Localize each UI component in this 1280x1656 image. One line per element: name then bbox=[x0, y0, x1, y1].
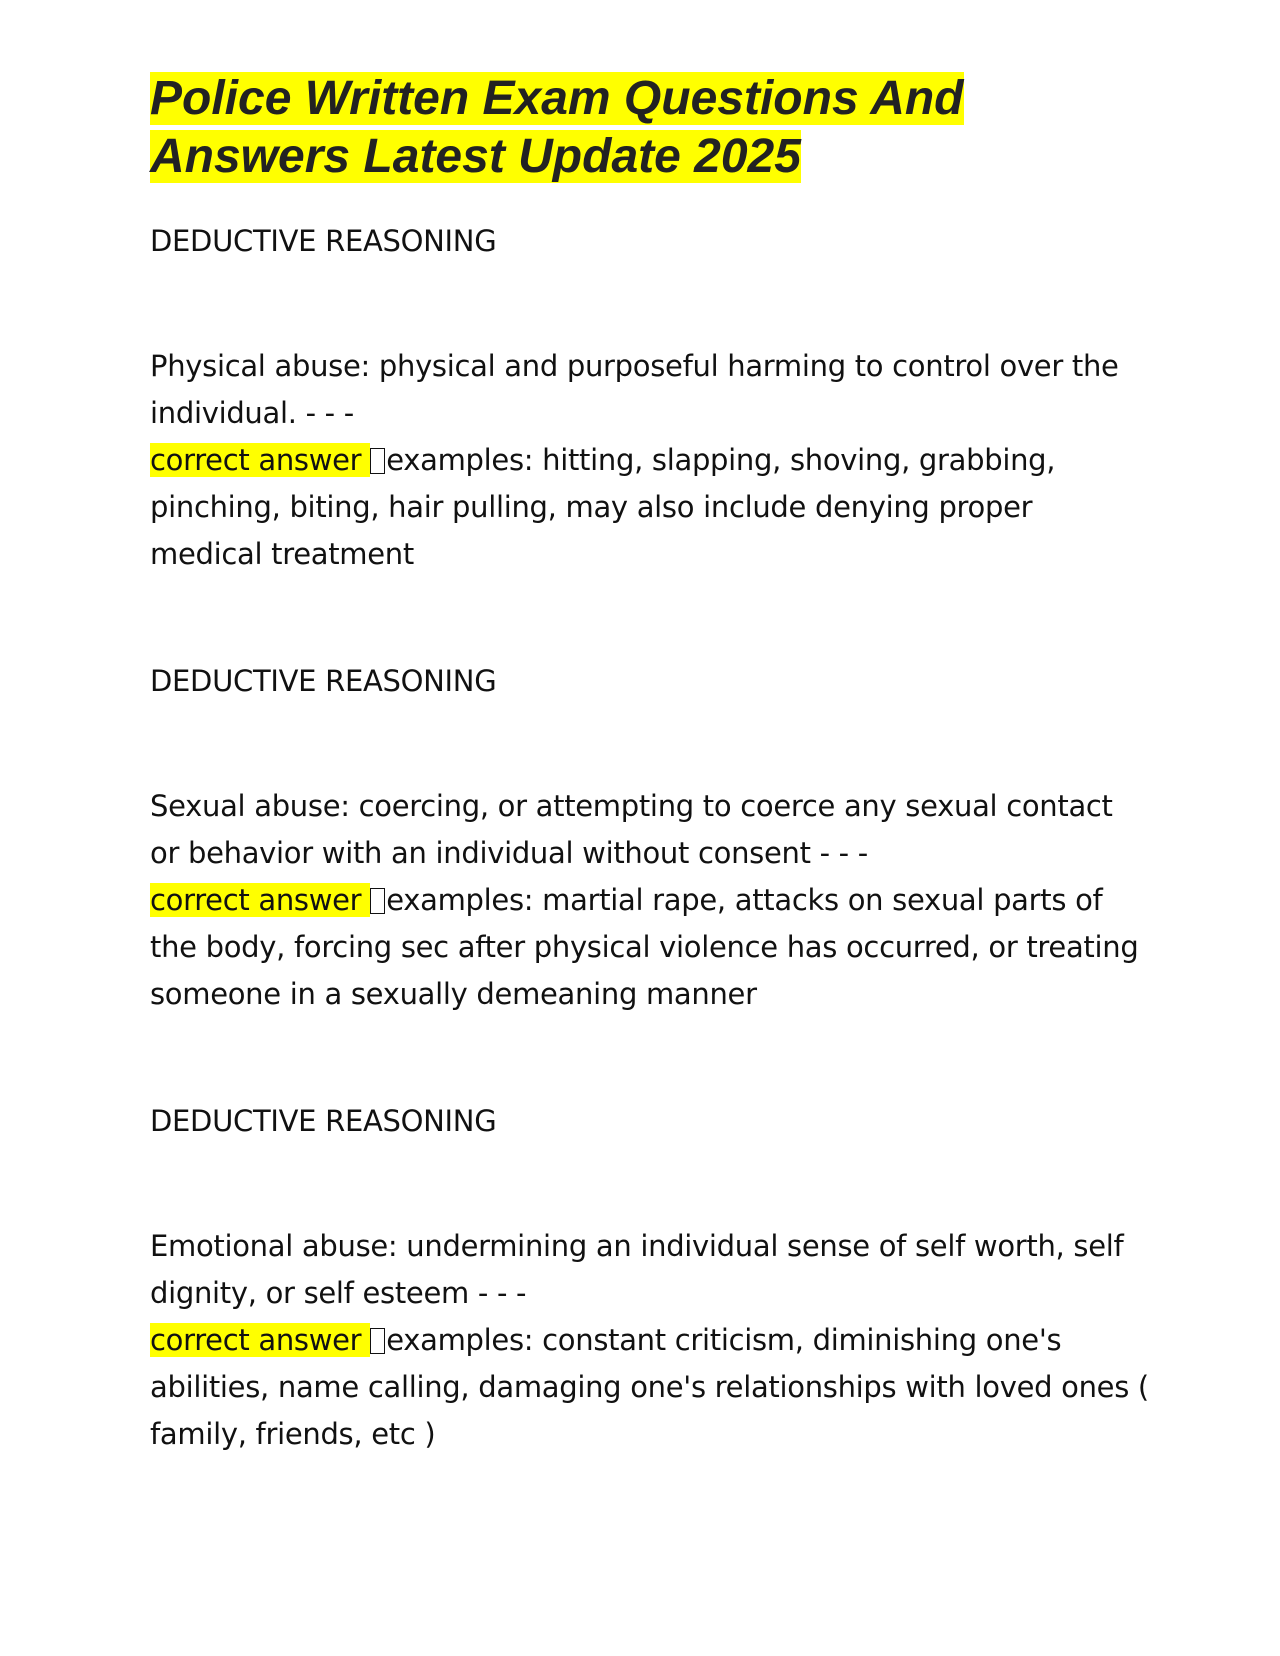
answer-label-2: correct answer bbox=[150, 883, 371, 917]
document-title-text: Police Written Exam Questions And Answers Latest Update 2025 bbox=[150, 72, 964, 183]
answer-text-1: examples: hitting, slapping, shoving, grabbing, pinching, biting, hair pulling, may also include denying proper medical treatment bbox=[150, 443, 1056, 571]
answer-3 bbox=[150, 1317, 1150, 1458]
answer-text-3: examples: constant criticism, diminishing one's abilities, name calling, damaging one's relationships with loved ones ( family, friends, etc ) bbox=[150, 1323, 1149, 1451]
answer-1 bbox=[150, 437, 1150, 578]
answer-2 bbox=[150, 877, 1150, 1018]
answer-label-1: correct answer bbox=[150, 443, 371, 477]
section-heading-2: DEDUCTIVE REASONING bbox=[150, 664, 497, 698]
missing-glyph-box-icon bbox=[370, 448, 385, 474]
answer-text-2: examples: martial rape, attacks on sexual parts of the body, forcing sec after physical violence has occurred, or treating someone in a sexually demeaning manner bbox=[150, 883, 1139, 1011]
section-heading-3: DEDUCTIVE REASONING bbox=[150, 1104, 497, 1138]
missing-glyph-box-icon bbox=[370, 1328, 385, 1354]
document-page bbox=[150, 70, 1150, 1458]
answer-label-3: correct answer bbox=[150, 1323, 371, 1357]
missing-glyph-box-icon bbox=[370, 888, 385, 914]
question-2: Sexual abuse: coercing, or attempting to coerce any sexual contact or behavior with an individual without consent - - - bbox=[150, 789, 1113, 870]
section-heading-1: DEDUCTIVE REASONING bbox=[150, 224, 497, 258]
question-3: Emotional abuse: undermining an individual sense of self worth, self dignity, or self esteem - - - bbox=[150, 1229, 1124, 1310]
question-1: Physical abuse: physical and purposeful harming to control over the individual. - - - bbox=[150, 349, 1119, 430]
document-title bbox=[150, 70, 1150, 186]
